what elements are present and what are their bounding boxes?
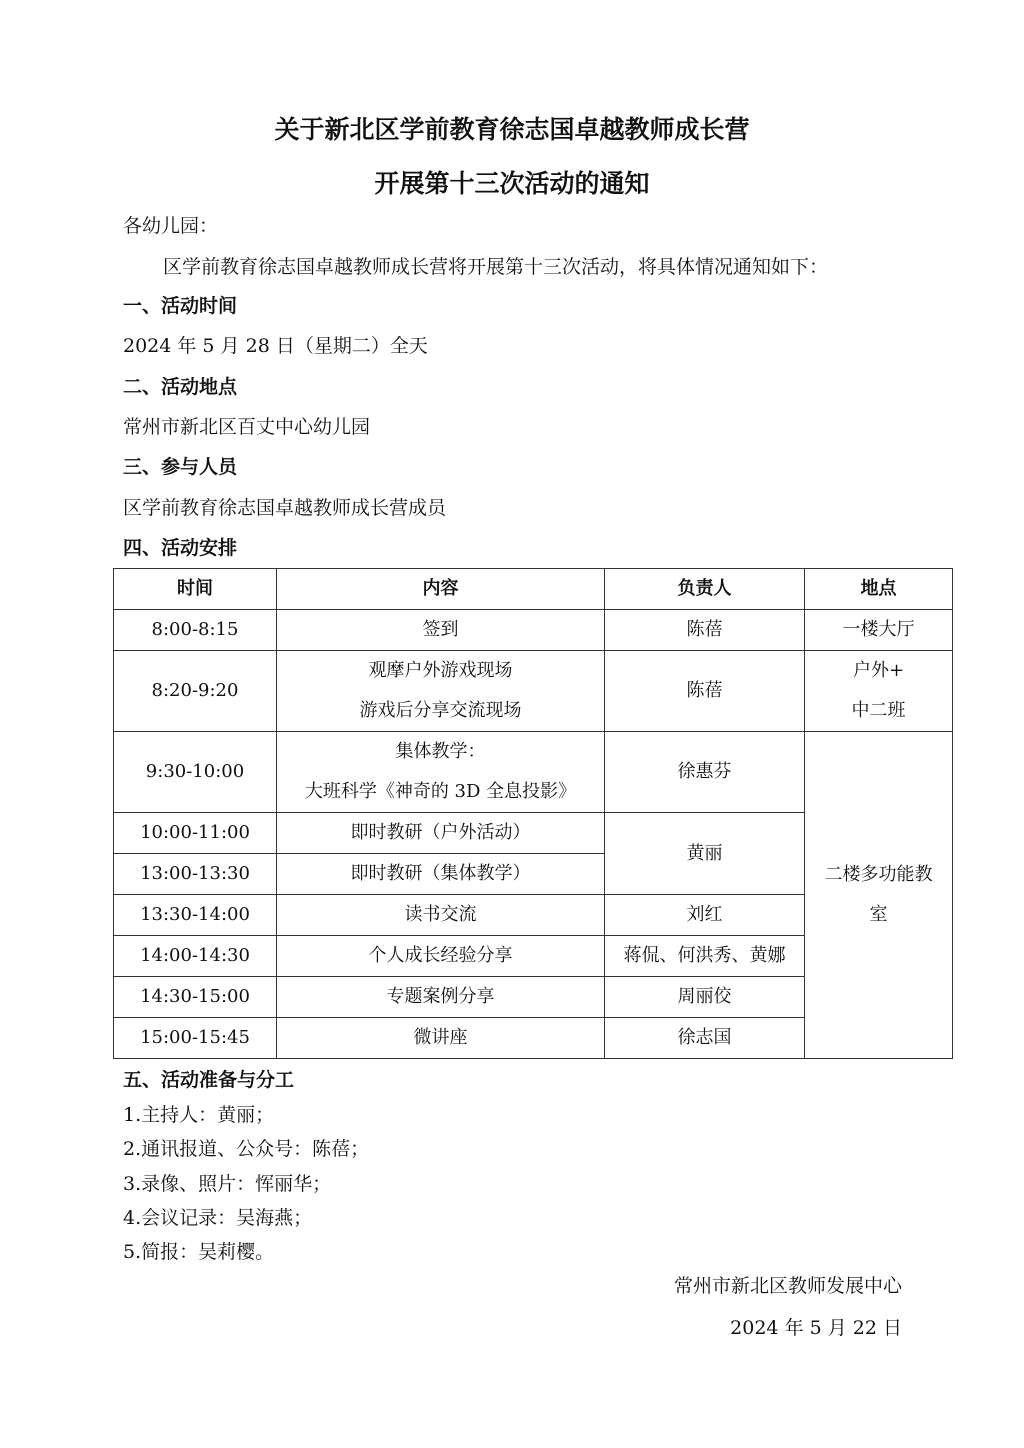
cell-content: 即时教研（集体教学）	[277, 854, 605, 895]
cell-time: 15:00-15:45	[114, 1018, 277, 1059]
cell-place-line: 中二班	[851, 700, 906, 721]
cell-time: 14:00-14:30	[114, 936, 277, 977]
header-time: 时间	[114, 569, 277, 610]
cell-person: 徐志国	[605, 1018, 805, 1059]
cell-time: 13:00-13:30	[114, 854, 277, 895]
cell-place	[805, 651, 953, 732]
header-place: 地点	[805, 569, 953, 610]
cell-content-line: 大班科学《神奇的 3D 全息投影》	[304, 781, 577, 802]
section-people-heading: 三、参与人员	[123, 456, 238, 478]
cell-person-merged: 黄丽	[605, 813, 805, 895]
section-place-body: 常州市新北区百丈中心幼儿园	[123, 416, 371, 438]
cell-content: 读书交流	[277, 895, 605, 936]
cell-content-line: 集体教学：	[395, 741, 486, 762]
table-row	[114, 610, 953, 651]
intro-paragraph: 区学前教育徐志国卓越教师成长营将开展第十三次活动，将具体情况通知如下：	[163, 256, 829, 278]
prep-item: 5.简报：吴莉樱。	[123, 1241, 275, 1263]
cell-time: 8:00-8:15	[114, 610, 277, 651]
cell-person: 陈蓓	[605, 651, 805, 732]
document-title-line2: 开展第十三次活动的通知	[374, 169, 650, 198]
cell-content: 专题案例分享	[277, 977, 605, 1018]
section-place-heading: 二、活动地点	[123, 376, 238, 398]
cell-person: 刘红	[605, 895, 805, 936]
cell-content: 个人成长经验分享	[277, 936, 605, 977]
cell-time: 10:00-11:00	[114, 813, 277, 854]
cell-time: 13:30-14:00	[114, 895, 277, 936]
cell-person: 徐惠芬	[605, 732, 805, 813]
cell-place-line: 室	[869, 904, 888, 925]
prep-item: 2.通讯报道、公众号：陈蓓；	[123, 1138, 370, 1160]
section-schedule-heading: 四、活动安排	[123, 537, 238, 559]
cell-time: 14:30-15:00	[114, 977, 277, 1018]
cell-place-merged	[805, 732, 953, 1059]
greeting: 各幼儿园：	[123, 215, 219, 237]
prep-item: 3.录像、照片：恽丽华；	[123, 1173, 332, 1195]
table-row	[114, 732, 953, 813]
cell-content	[277, 732, 605, 813]
cell-time: 9:30-10:00	[114, 732, 277, 813]
cell-content-line: 观摩户外游戏现场	[368, 660, 513, 681]
cell-content: 即时教研（户外活动）	[277, 813, 605, 854]
cell-time: 8:20-9:20	[114, 651, 277, 732]
cell-content: 签到	[277, 610, 605, 651]
document-title-line1: 关于新北区学前教育徐志国卓越教师成长营	[274, 115, 750, 144]
prep-item: 1.主持人：黄丽；	[123, 1104, 275, 1126]
section-people-body: 区学前教育徐志国卓越教师成长营成员	[123, 497, 447, 519]
header-content: 内容	[277, 569, 605, 610]
cell-place: 一楼大厅	[805, 610, 953, 651]
header-person: 负责人	[605, 569, 805, 610]
signature-date: 2024 年 5 月 22 日	[730, 1317, 902, 1339]
cell-place-line: 户外+	[852, 660, 905, 681]
signature-org: 常州市新北区教师发展中心	[673, 1275, 902, 1297]
cell-person: 陈蓓	[605, 610, 805, 651]
cell-place-line: 二楼多功能教	[824, 864, 933, 885]
table-header-row	[114, 569, 953, 610]
section-time-heading: 一、活动时间	[123, 295, 238, 317]
section-prep-heading: 五、活动准备与分工	[123, 1069, 295, 1091]
cell-person: 蒋侃、何洪秀、黄娜	[605, 936, 805, 977]
cell-person: 周丽佼	[605, 977, 805, 1018]
table-row	[114, 651, 953, 732]
prep-item: 4.会议记录：吴海燕；	[123, 1207, 313, 1229]
section-time-body: 2024 年 5 月 28 日（星期二）全天	[123, 335, 428, 357]
cell-content: 微讲座	[277, 1018, 605, 1059]
schedule-table	[113, 568, 953, 1059]
cell-content-line: 游戏后分享交流现场	[359, 700, 522, 721]
cell-content	[277, 651, 605, 732]
